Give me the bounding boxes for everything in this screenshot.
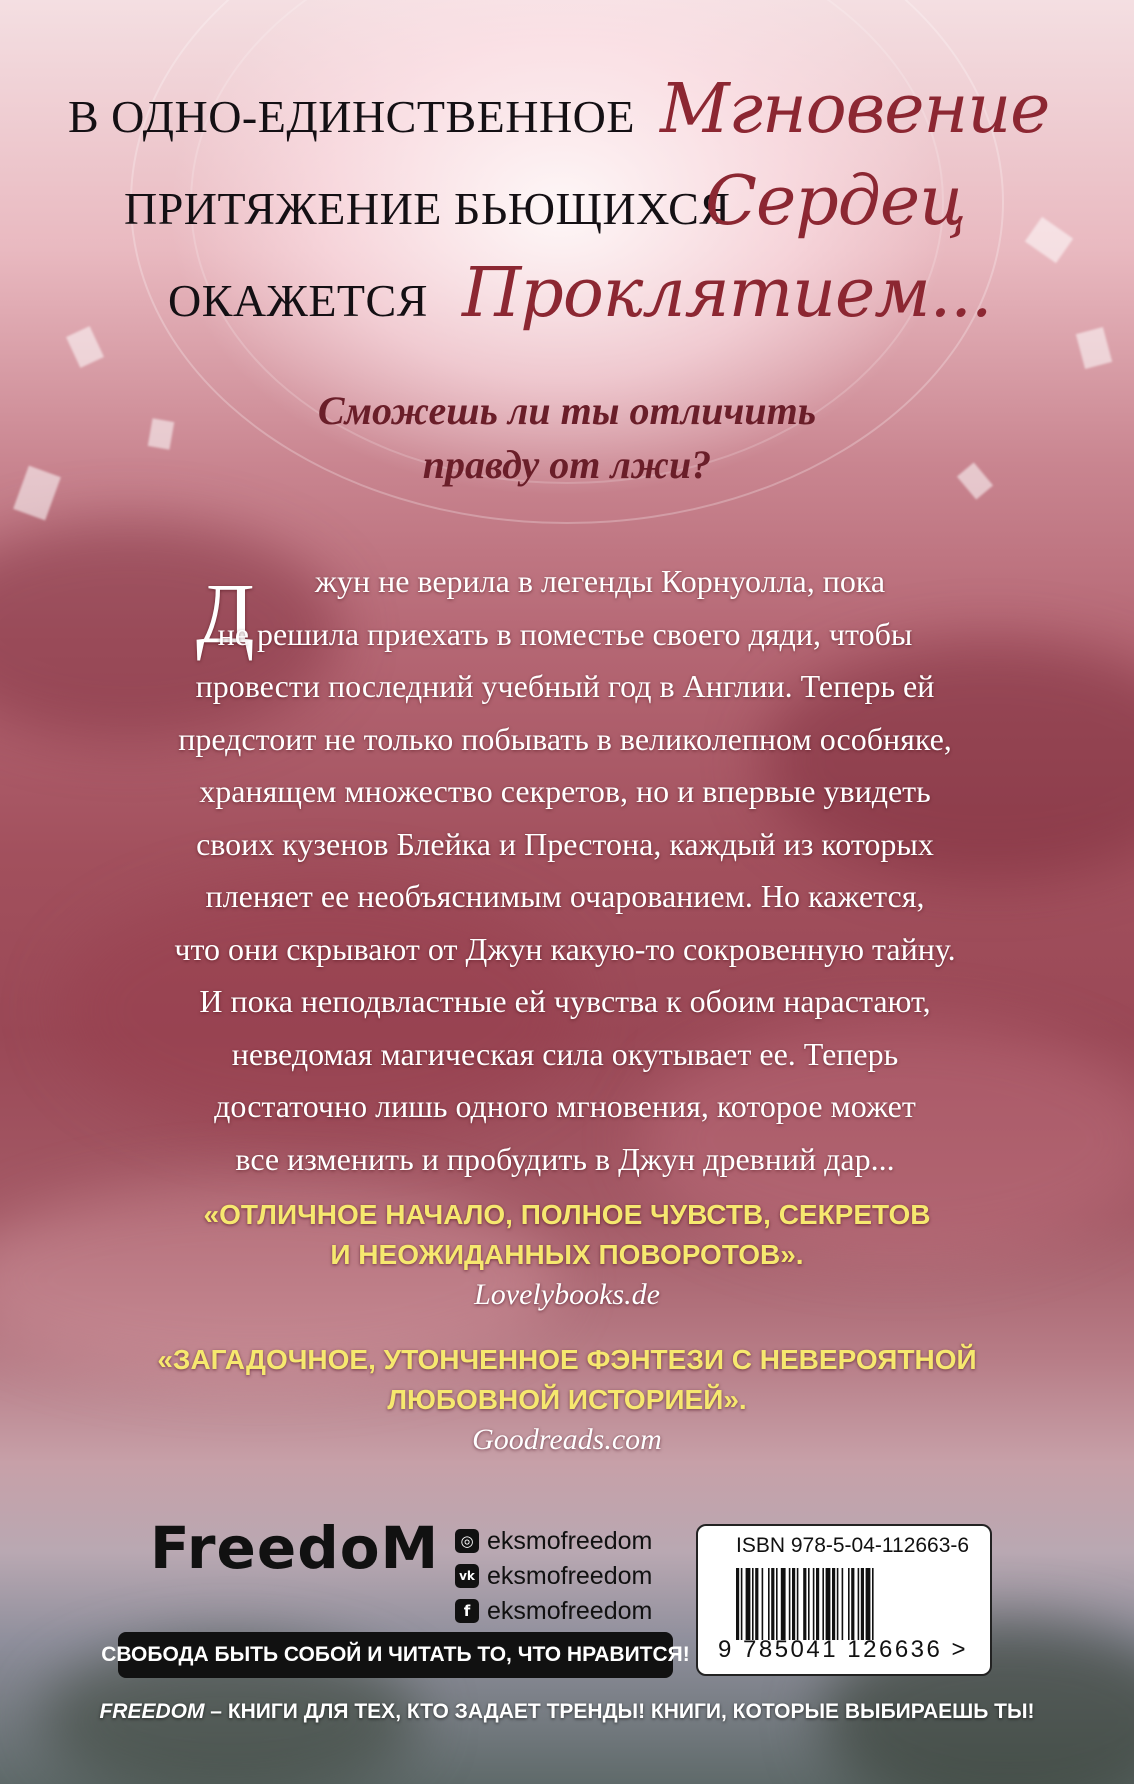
freedom-logo: FreedoM: [150, 1514, 440, 1582]
quote-text-line: «ОТЛИЧНОЕ НАЧАЛО, ПОЛНОЕ ЧУВСТВ, СЕКРЕТОВ: [203, 1199, 931, 1230]
ean-digits: 9 785041 126636 >: [718, 1636, 969, 1663]
heading-script-3: Проклятием...: [462, 254, 992, 333]
blurb-line: неведомая магическая сила окутывает ее. Теперь: [231, 1035, 899, 1072]
blurb-line: своих кузенов Блейка и Престона, каждый из которых: [196, 825, 934, 862]
barcode-bar: [842, 1568, 844, 1640]
barcode-bar: [816, 1568, 819, 1640]
blurb-line: достаточно лишь одного мгновения, которое может: [214, 1088, 916, 1124]
social-facebook[interactable]: [455, 1596, 652, 1626]
blurb-line: И пока неподвластные ей чувства к обоим нарастают,: [199, 983, 931, 1019]
publisher-tagline: [0, 1700, 1134, 1724]
barcode-bar: [813, 1568, 815, 1640]
heading-caps-1: В ОДНО-ЕДИНСТВЕННОЕ: [68, 91, 635, 142]
barcode-bar: [872, 1568, 874, 1640]
barcode-graphic: [736, 1568, 944, 1640]
barcode-bar: [858, 1568, 860, 1640]
tagline-question: [0, 384, 1134, 492]
blurb-text: [145, 555, 985, 1185]
barcode-bar: [803, 1568, 806, 1640]
barcode-bar: [832, 1568, 835, 1640]
review-quote-2: [0, 1340, 1134, 1460]
isbn-number: ISBN 978-5-04-112663-6: [736, 1534, 970, 1557]
barcode-bar: [771, 1568, 774, 1640]
barcode-bar: [789, 1568, 791, 1640]
blurb-line: не решила приехать в поместье своего дяди, чтобы: [217, 615, 913, 652]
heading-line-1: [0, 60, 1134, 160]
barcode-bar: [866, 1568, 871, 1640]
barcode-bar: [776, 1568, 778, 1640]
social-instagram[interactable]: [455, 1526, 652, 1556]
barcode-bar: [861, 1568, 864, 1640]
blurb-line: хранящем множество секретов, но и впервые увидеть: [199, 773, 931, 809]
barcode-bar: [822, 1568, 824, 1640]
blurb-line: жун не верила в легенды Корнуолла, пока: [314, 563, 886, 599]
barcode-bar: [741, 1568, 743, 1640]
slogan-text: СВОБОДА БЫТЬ СОБОЙ И ЧИТАТЬ ТО, ЧТО НРАВИТСЯ!: [101, 1643, 690, 1666]
tagline-text: – КНИГИ ДЛЯ ТЕХ, КТО ЗАДАЕТ ТРЕНДЫ! КНИГИ, КОТОРЫЕ ВЫБИРАЕШЬ ТЫ!: [204, 1700, 1035, 1723]
barcode-bar: [746, 1568, 751, 1640]
isbn-barcode-box: [696, 1524, 992, 1676]
barcode-bar: [768, 1568, 770, 1640]
heading-script-1: Мгновение: [660, 70, 1050, 149]
blurb-dropcap: Д: [196, 565, 255, 661]
barcode-bar: [781, 1568, 786, 1640]
blurb-line: провести последний учебный год в Англии. Теперь ей: [195, 668, 935, 704]
barcode-bar: [736, 1568, 739, 1640]
barcode-bar: [837, 1568, 839, 1640]
barcode-bar: [755, 1568, 758, 1640]
social-vk[interactable]: [455, 1561, 652, 1591]
quote-text-line: ЛЮБОВНОЙ ИСТОРИЕЙ».: [387, 1384, 747, 1415]
blurb-line: предстоит не только побывать в великолепном особняке,: [178, 720, 952, 757]
heading-line-2: [0, 152, 1134, 252]
heading-line-3: [0, 244, 1134, 344]
barcode-bar: [752, 1568, 754, 1640]
social-handle: eksmofreedom: [487, 1526, 653, 1555]
barcode-bar: [762, 1568, 764, 1640]
heading-script-2: Сердец: [705, 162, 966, 241]
barcode-bar: [848, 1568, 850, 1640]
instagram-icon: ◎: [455, 1529, 479, 1553]
social-handle: eksmofreedom: [487, 1561, 653, 1590]
slogan-bar: [101, 1632, 690, 1678]
facebook-icon: f: [455, 1599, 479, 1623]
quote-source: Lovelybooks.de: [474, 1278, 660, 1311]
barcode-bar: [797, 1568, 799, 1640]
social-handle: eksmofreedom: [487, 1596, 653, 1625]
heading-caps-3: ОКАЖЕТСЯ: [168, 275, 428, 326]
barcode-bar: [808, 1568, 810, 1640]
vk-icon: vk: [455, 1564, 479, 1588]
quote-source: Goodreads.com: [472, 1423, 662, 1456]
tagline-brand: FREEDOM: [99, 1700, 205, 1723]
question-line-1: Сможешь ли ты отличить: [317, 388, 817, 433]
quote-text-line: И НЕОЖИДАННЫХ ПОВОРОТОВ».: [330, 1239, 804, 1270]
heading-caps-2: ПРИТЯЖЕНИЕ БЬЮЩИХСЯ: [124, 183, 731, 234]
barcode-bar: [792, 1568, 795, 1640]
review-quote-1: [0, 1195, 1134, 1315]
blurb-line: что они скрывают от Джун какую-то сокровенную тайну.: [174, 930, 956, 967]
barcode-bar: [851, 1568, 854, 1640]
blurb-line: пленяет ее необъяснимым очарованием. Но кажется,: [205, 878, 925, 914]
barcode-bar: [826, 1568, 831, 1640]
blurb-line: все изменить и пробудить в Джун древний дар...: [235, 1140, 895, 1177]
question-line-2: правду от лжи?: [422, 442, 712, 487]
quote-text-line: «ЗАГАДОЧНОЕ, УТОНЧЕННОЕ ФЭНТЕЗИ С НЕВЕРОЯТНОЙ: [157, 1344, 977, 1375]
